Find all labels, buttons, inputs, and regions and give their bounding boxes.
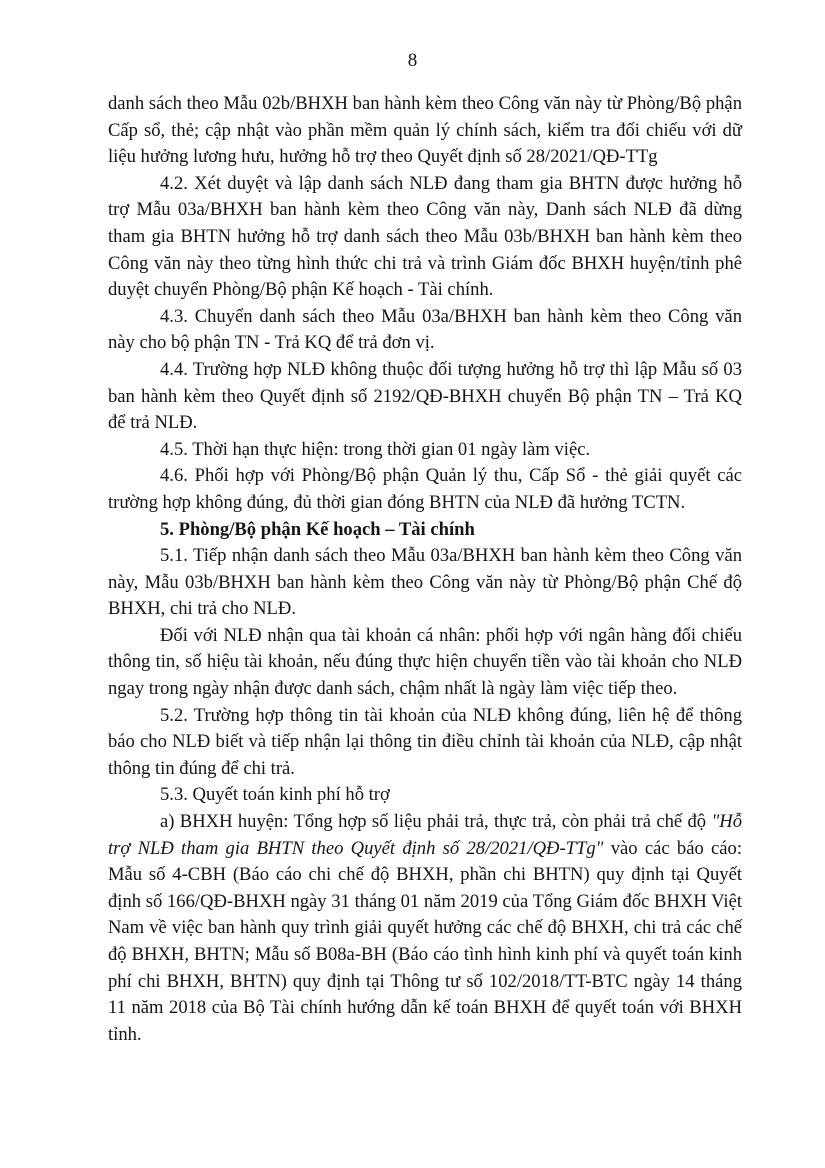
paragraph-5-3: 5.3. Quyết toán kinh phí hỗ trợ: [160, 784, 390, 806]
page-number: 8: [407, 50, 418, 71]
paragraph-4-2: 4.2. Xét duyệt và lập danh sách NLĐ đang tham gia BHTN được hưởng hỗ trợ Mẫu 03a/BHXH ban hành kèm theo Công văn này, Danh sách NLĐ đã dừng tham gia BHTN hưởng hỗ trợ danh sách theo Mẫu 03b/BHXH ban hành kèm theo Công văn này theo từng hình thức chi trả và trình Giám đốc BHXH huyện/tỉnh phê duyệt chuyển Phòng/Bộ phận Kế hoạch - Tài chính.: [108, 172, 742, 301]
document-body: [108, 91, 742, 1048]
paragraph-a-lead: a) BHXH huyện: Tổng hợp số liệu phải trả, thực trả, còn phải trả chế độ: [160, 811, 712, 833]
paragraph-4-4: 4.4. Trường hợp NLĐ không thuộc đối tượng hưởng hỗ trợ thì lập Mẫu số 03 ban hành kèm theo Quyết định số 2192/QĐ-BHXH chuyển Bộ phận TN – Trả KQ để trả NLĐ.: [108, 358, 742, 434]
paragraph-5-2: 5.2. Trường hợp thông tin tài khoản của NLĐ không đúng, liên hệ để thông báo cho NLĐ biết và tiếp nhận lại thông tin điều chỉnh tài khoản của NLĐ, cập nhật thông tin đúng để chi trả.: [108, 704, 742, 779]
paragraph-5-3-a: [108, 809, 742, 1048]
paragraph-a-tail: vào các báo cáo: Mẫu số 4-CBH (Báo cáo chi chế độ BHXH, phần chi BHTN) quy định tại Quyết định số 166/QĐ-BHXH ngày 31 tháng 01 năm 2019 của Tổng Giám đốc BHXH Việt Nam về việc ban hành quy trình giải quyết hưởng các chế độ BHXH, chi trả các chế độ BHXH, BHTN; Mẫu số B08a-BH (Báo cáo tình hình kinh phí và quyết toán kinh phí chi BHXH, BHTN) quy định tại Thông tư số 102/2018/TT-BTC ngày 14 tháng 11 năm 2018 của Bộ Tài chính hướng dẫn kế toán BHXH để quyết toán với BHXH tỉnh.: [108, 837, 742, 1045]
paragraph-5-1-account: Đối với NLĐ nhận qua tài khoản cá nhân: phối hợp với ngân hàng đối chiếu thông tin, số hiệu tài khoản, nếu đúng thực hiện chuyển tiền vào tài khoản cho NLĐ ngay trong ngày nhận được danh sách, chậm nhất là ngày làm việc tiếp theo.: [108, 624, 742, 700]
paragraph-4-6: 4.6. Phối hợp với Phòng/Bộ phận Quản lý thu, Cấp Sổ - thẻ giải quyết các trường hợp không đúng, đủ thời gian đóng BHTN của NLĐ đã hưởng TCTN.: [108, 465, 742, 513]
paragraph-4-3: 4.3. Chuyển danh sách theo Mẫu 03a/BHXH ban hành kèm theo Công văn này cho bộ phận TN - Trả KQ để trả đơn vị.: [108, 305, 742, 354]
paragraph-5-1: 5.1. Tiếp nhận danh sách theo Mẫu 03a/BHXH ban hành kèm theo Công văn này, Mẫu 03b/BHXH ban hành kèm theo Công văn này từ Phòng/Bộ phận Chế độ BHXH, chi trả cho NLĐ.: [108, 545, 742, 620]
paragraph-4-5: 4.5. Thời hạn thực hiện: trong thời gian 01 ngày làm việc.: [160, 438, 591, 460]
section-heading-5: 5. Phòng/Bộ phận Kế hoạch – Tài chính: [160, 518, 475, 540]
paragraph-a-italic-quote: "Hỗ trợ NLĐ tham gia BHTN theo Quyết định số 28/2021/QĐ-TTg": [108, 811, 742, 859]
paragraph-continuation: danh sách theo Mẫu 02b/BHXH ban hành kèm theo Công văn này từ Phòng/Bộ phận Cấp sổ, thẻ; cập nhật vào phần mềm quản lý chính sách, kiểm tra đối chiếu với dữ liệu hưởng lương hưu, hưởng hỗ trợ theo Quyết định số 28/2021/QĐ-TTg: [108, 93, 742, 168]
